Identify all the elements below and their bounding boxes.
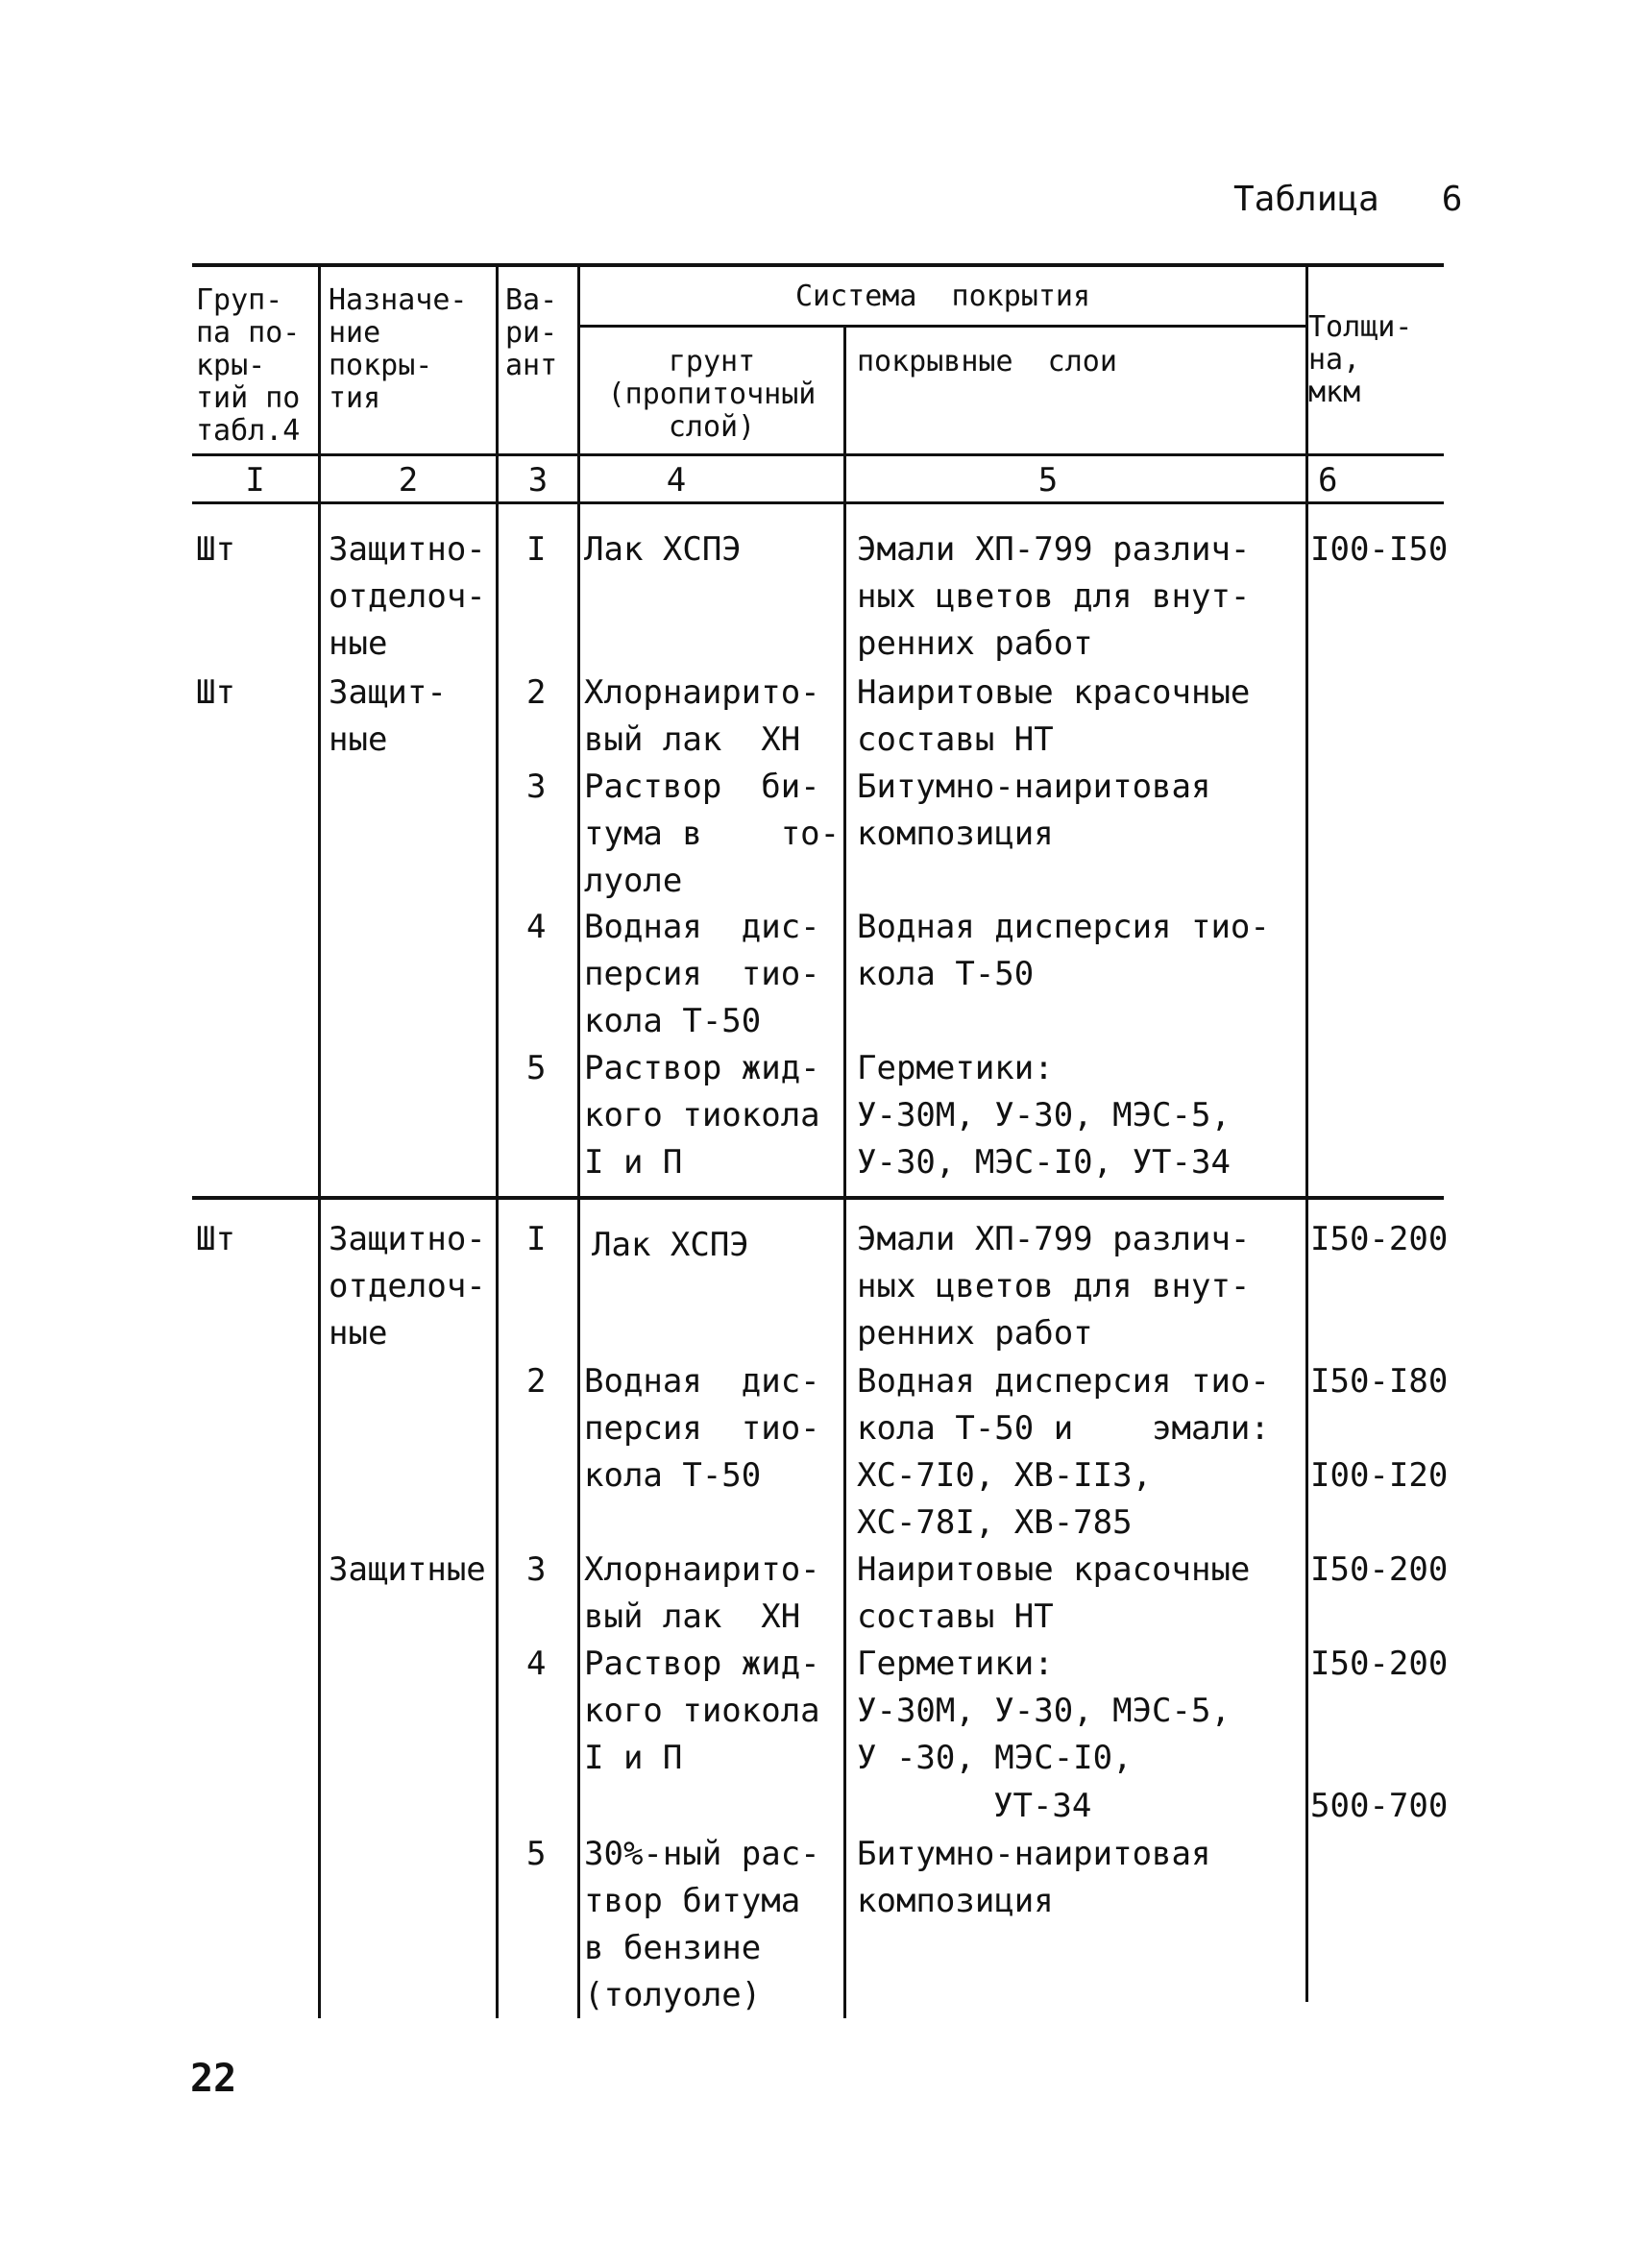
s2-purpose-1: Защитно- отделоч- ные — [329, 1220, 486, 1353]
s1-primer-1: Лак ХСПЭ — [584, 530, 742, 569]
column-number-1: I — [245, 461, 265, 500]
column-number-3: 3 — [527, 461, 549, 500]
s1-group-1: Шт — [196, 530, 235, 569]
s2-layers-4-extra: УТ-34 — [993, 1787, 1092, 1825]
s2-variant-4: 4 — [526, 1645, 547, 1683]
s1-variant-2: 2 — [526, 673, 547, 712]
column-divider-1 — [318, 263, 321, 2018]
header-bottom-rule — [192, 453, 1444, 456]
s2-layers-5: Битумно-наиритовая композиция — [857, 1835, 1211, 1920]
table-title: Таблица 6 — [1233, 180, 1463, 219]
header-coating-system: Система покрытия — [794, 280, 1091, 313]
s2-thickness-6: 500-700 — [1310, 1787, 1449, 1825]
header-thickness: Толщи- на, мкм — [1308, 310, 1413, 409]
s1-layers-3: Битумно-наиритовая композиция — [857, 768, 1211, 853]
column-divider-5 — [1305, 263, 1308, 2002]
header-top-layers: покрывные слои — [857, 345, 1117, 378]
s1-layers-4: Водная дисперсия тио- кола Т-50 — [857, 908, 1270, 993]
header-purpose: Назначе- ние покры- тия — [329, 283, 468, 415]
column-number-2: 2 — [398, 461, 419, 500]
s2-group: Шт — [196, 1220, 235, 1258]
s2-variant-1: I — [526, 1220, 547, 1258]
s2-layers-1: Эмали ХП-799 различ- ных цветов для внут- ренних работ — [857, 1220, 1251, 1353]
s2-primer-3: Хлорнаирито- вый лак ХН — [584, 1550, 820, 1636]
s2-purpose-2: Защитные — [329, 1550, 486, 1589]
column-divider-4 — [843, 325, 846, 2018]
section-divider-rule — [192, 1196, 1444, 1200]
column-divider-2 — [496, 263, 499, 2018]
s2-thickness-3: I00-I20 — [1310, 1456, 1449, 1495]
s2-layers-2: Водная дисперсия тио- кола Т-50 и эмали: ХС-7I0, ХВ-II3, ХС-78I, ХВ-785 — [857, 1362, 1270, 1542]
s1-primer-5: Раствор жид- кого тиокола I и П — [584, 1049, 820, 1182]
s2-variant-3: 3 — [526, 1550, 547, 1589]
s2-layers-3: Наиритовые красочные составы НТ — [857, 1550, 1251, 1636]
s2-thickness-1: I50-200 — [1310, 1220, 1449, 1258]
s1-layers-5: Герметики: У-30М, У-30, МЭС-5, У-30, МЭС-I0, УТ-34 — [857, 1049, 1231, 1182]
page-number: 22 — [190, 2057, 237, 2101]
s2-variant-2: 2 — [526, 1362, 547, 1401]
table-top-rule — [192, 263, 1444, 267]
s2-primer-4: Раствор жид- кого тиокола I и П — [584, 1645, 820, 1777]
s1-purpose-2: Защит- ные — [329, 673, 447, 759]
s1-variant-4: 4 — [526, 908, 547, 946]
s2-primer-2: Водная дис- персия тио- кола Т-50 — [584, 1362, 820, 1495]
s2-thickness-4: I50-200 — [1310, 1550, 1449, 1589]
s2-primer-1: Лак ХСПЭ — [592, 1226, 749, 1264]
s2-primer-5: 30%-ный рас- твор битума в бензине (толуоле) — [584, 1835, 820, 2014]
s1-primer-2: Хлорнаирито- вый лак ХН — [584, 673, 820, 759]
header-group: Груп- па по- кры- тий по табл.4 — [196, 283, 301, 448]
s2-variant-5: 5 — [526, 1835, 547, 1873]
s1-variant-1: I — [526, 530, 547, 569]
column-divider-3 — [577, 263, 580, 2018]
s1-primer-4: Водная дис- персия тио- кола Т-50 — [584, 908, 820, 1040]
s2-thickness-5: I50-200 — [1310, 1645, 1449, 1683]
s1-layers-1: Эмали ХП-799 различ- ных цветов для внут- ренних работ — [857, 530, 1251, 663]
s1-variant-3: 3 — [526, 768, 547, 806]
header-variant: Ва- ри- ант — [505, 283, 558, 382]
system-subheader-rule — [580, 325, 1305, 328]
s1-layers-2: Наиритовые красочные составы НТ — [857, 673, 1251, 759]
s1-primer-3: Раствор би- тума в то- луоле — [584, 768, 841, 900]
s1-variant-5: 5 — [526, 1049, 547, 1087]
s1-group-2: Шт — [196, 673, 235, 712]
column-number-4: 4 — [666, 461, 687, 500]
s1-purpose-1: Защитно- отделоч- ные — [329, 530, 486, 663]
s2-thickness-2: I50-I80 — [1310, 1362, 1449, 1401]
s2-layers-4: Герметики: У-30М, У-30, МЭС-5, У -30, МЭС-I0, — [857, 1645, 1231, 1777]
column-number-6: 6 — [1318, 461, 1338, 500]
header-primer: грунт (пропиточный слой) — [607, 345, 817, 444]
column-number-5: 5 — [1037, 461, 1059, 500]
s1-thickness-1: I00-I50 — [1310, 530, 1449, 569]
